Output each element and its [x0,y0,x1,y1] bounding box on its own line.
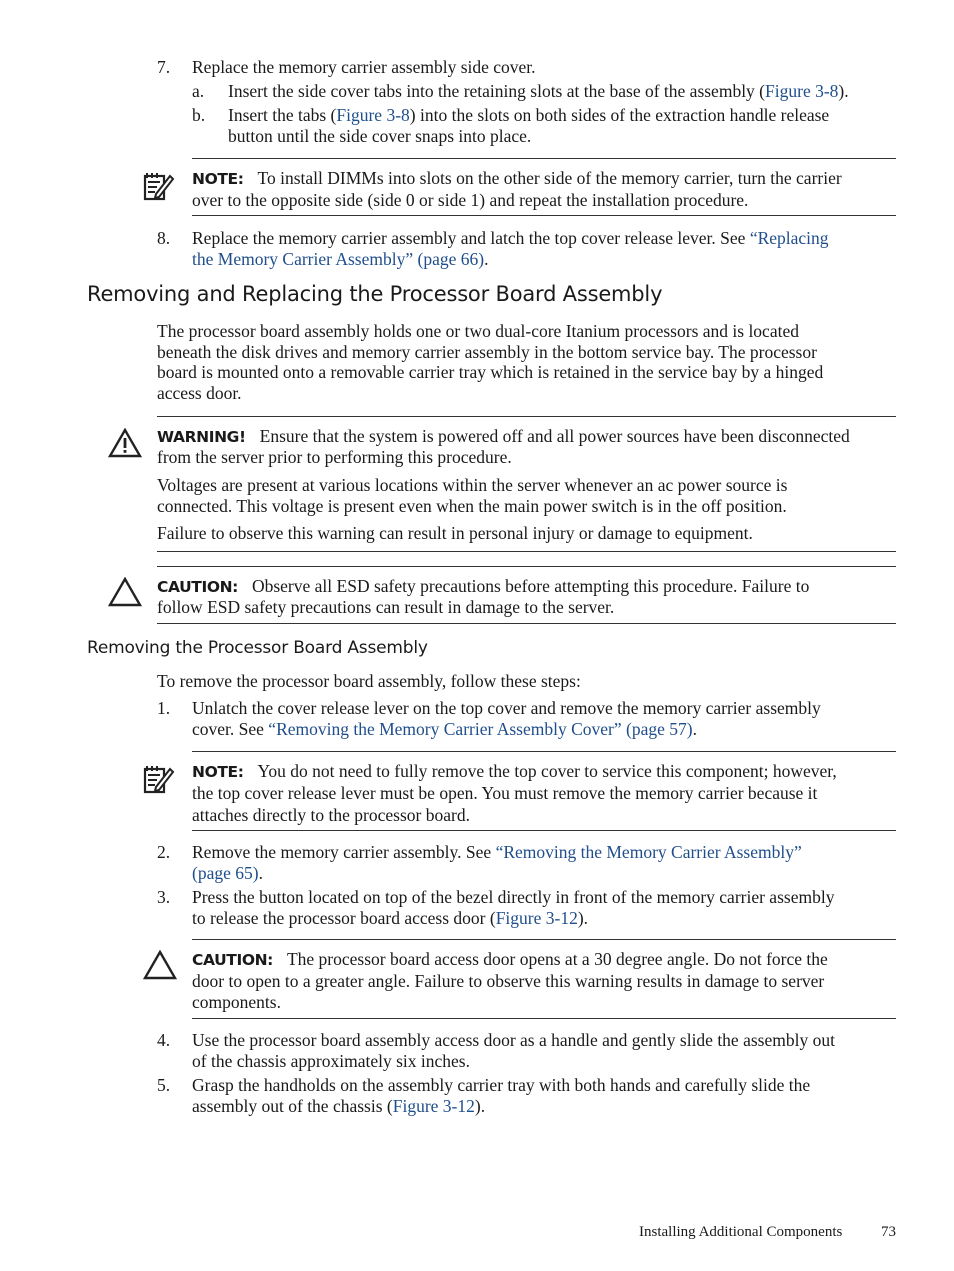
step-text [192,1096,485,1117]
note-label: NOTE: [192,170,244,188]
substep-text-part: Insert the side cover tabs into the retaining slots at the base of the assembly ( [228,81,766,101]
divider [192,215,896,216]
caution-line: door to open to a greater angle. Failure to observe this warning results in damage to server [192,971,825,991]
divider [157,623,896,624]
substep-text [228,105,829,126]
note-line: over to the opposite side (side 0 or side 1) and repeat the installation procedure. [192,190,749,210]
caution-line: components. [192,992,281,1012]
paragraph-line: board is mounted onto a removable carrier tray which is retained in the service bay by a hinged [157,362,824,382]
divider [157,551,896,552]
warning-line: connected. This voltage is present even when the main power switch is in the off position. [157,496,787,516]
warning-line [157,426,850,448]
caution-label: CAUTION: [192,951,273,969]
warning-line: Voltages are present at various locations within the server whenever an ac power source is [157,475,788,495]
note-line [192,168,842,190]
step-text-part: to release the processor board access door ( [192,908,496,928]
divider [192,939,896,940]
step-text: of the chassis approximately six inches. [192,1051,470,1071]
step-text: Press the button located on top of the bezel directly in front of the memory carrier assembly [192,887,835,907]
step-number: 8. [157,228,171,248]
step-text-part: . [692,719,697,739]
step-number: 4. [157,1030,171,1050]
warning-label: WARNING! [157,428,246,446]
step-text-part: cover. See [192,719,269,739]
note-text: You do not need to fully remove the top cover to service this component; however, [257,761,837,781]
step-text [192,863,263,884]
step-number: 5. [157,1075,171,1095]
paragraph-line: To remove the processor board assembly, follow these steps: [157,671,581,691]
substep-text: button until the side cover snaps into place. [228,126,532,146]
section-heading: Removing and Replacing the Processor Board Assembly [87,282,663,306]
step-text [192,249,488,270]
note-icon [142,763,176,795]
caution-icon [108,577,142,607]
footer-section-title: Installing Additional Components [639,1224,843,1240]
note-line [192,761,837,783]
page-link[interactable]: the Memory Carrier Assembly” (page 66) [192,249,485,269]
warning-text: Ensure that the system is powered off and all power sources have been disconnected [259,426,850,446]
step-text [192,719,697,740]
substep-letter: b. [192,105,206,125]
divider [192,830,896,831]
page-link[interactable]: “Removing the Memory Carrier Assembly Cover” (page 57) [268,719,693,739]
paragraph-line: The processor board assembly holds one or two dual-core Itanium processors and is located [157,321,799,341]
step-number: 2. [157,842,171,862]
paragraph-line: beneath the disk drives and memory carrier assembly in the bottom service bay. The processor [157,342,817,362]
step-text-part: Remove the memory carrier assembly. See [192,842,496,862]
figure-link[interactable]: Figure 3-8 [336,105,410,125]
subsection-heading: Removing the Processor Board Assembly [87,638,428,658]
caution-line [157,576,809,598]
step-text-part: Replace the memory carrier assembly and latch the top cover release lever. See [192,228,750,248]
figure-link[interactable]: Figure 3-8 [765,81,839,101]
step-text: Use the processor board assembly access door as a handle and gently slide the assembly out [192,1030,835,1050]
step-text-part: . [484,249,489,269]
figure-link[interactable]: Figure 3-12 [495,908,578,928]
caution-line [192,949,828,971]
step-text [192,908,588,929]
step-number: 7. [157,57,171,77]
substep-text-part: Insert the tabs ( [228,105,337,125]
substep-text-part: ) into the slots on both sides of the extraction handle release [409,105,830,125]
page-number: 73 [881,1224,896,1240]
caution-label: CAUTION: [157,578,238,596]
substep-text [228,81,849,102]
divider [157,416,896,417]
step-text: Grasp the handholds on the assembly carrier tray with both hands and carefully slide the [192,1075,811,1095]
note-label: NOTE: [192,763,244,781]
caution-line: follow ESD safety precautions can result in damage to the server. [157,597,615,617]
caution-text: The processor board access door opens at a 30 degree angle. Do not force the [286,949,828,969]
step-text-part: ). [474,1096,486,1116]
step-text-part: . [258,863,263,883]
page-link[interactable]: (page 65) [192,863,259,883]
note-text: To install DIMMs into slots on the other side of the memory carrier, turn the carrier [257,168,842,188]
warning-line: Failure to observe this warning can result in personal injury or damage to equipment. [157,523,753,543]
warning-icon [108,428,142,458]
note-line: the top cover release lever must be open. You must remove the memory carrier because it [192,783,818,803]
note-line: attaches directly to the processor board. [192,805,470,825]
divider [192,1018,896,1019]
paragraph-line: access door. [157,383,242,403]
caution-icon [143,950,177,980]
step-text [192,228,829,249]
step-number: 3. [157,887,171,907]
step-text [192,842,802,863]
note-icon [142,170,176,202]
step-text: Unlatch the cover release lever on the top cover and remove the memory carrier assembly [192,698,821,718]
divider [192,751,896,752]
step-text: Replace the memory carrier assembly side cover. [192,57,536,77]
divider [157,566,896,567]
caution-text: Observe all ESD safety precautions before attempting this procedure. Failure to [251,576,810,596]
divider [192,158,896,159]
step-number: 1. [157,698,171,718]
substep-letter: a. [192,81,205,101]
warning-line: from the server prior to performing this procedure. [157,447,512,467]
page-link[interactable]: “Removing the Memory Carrier Assembly” [495,842,802,862]
substep-text-part: ). [838,81,849,101]
figure-link[interactable]: Figure 3-12 [392,1096,475,1116]
step-text-part: assembly out of the chassis ( [192,1096,393,1116]
page-link[interactable]: “Replacing [749,228,829,248]
step-text-part: ). [577,908,589,928]
